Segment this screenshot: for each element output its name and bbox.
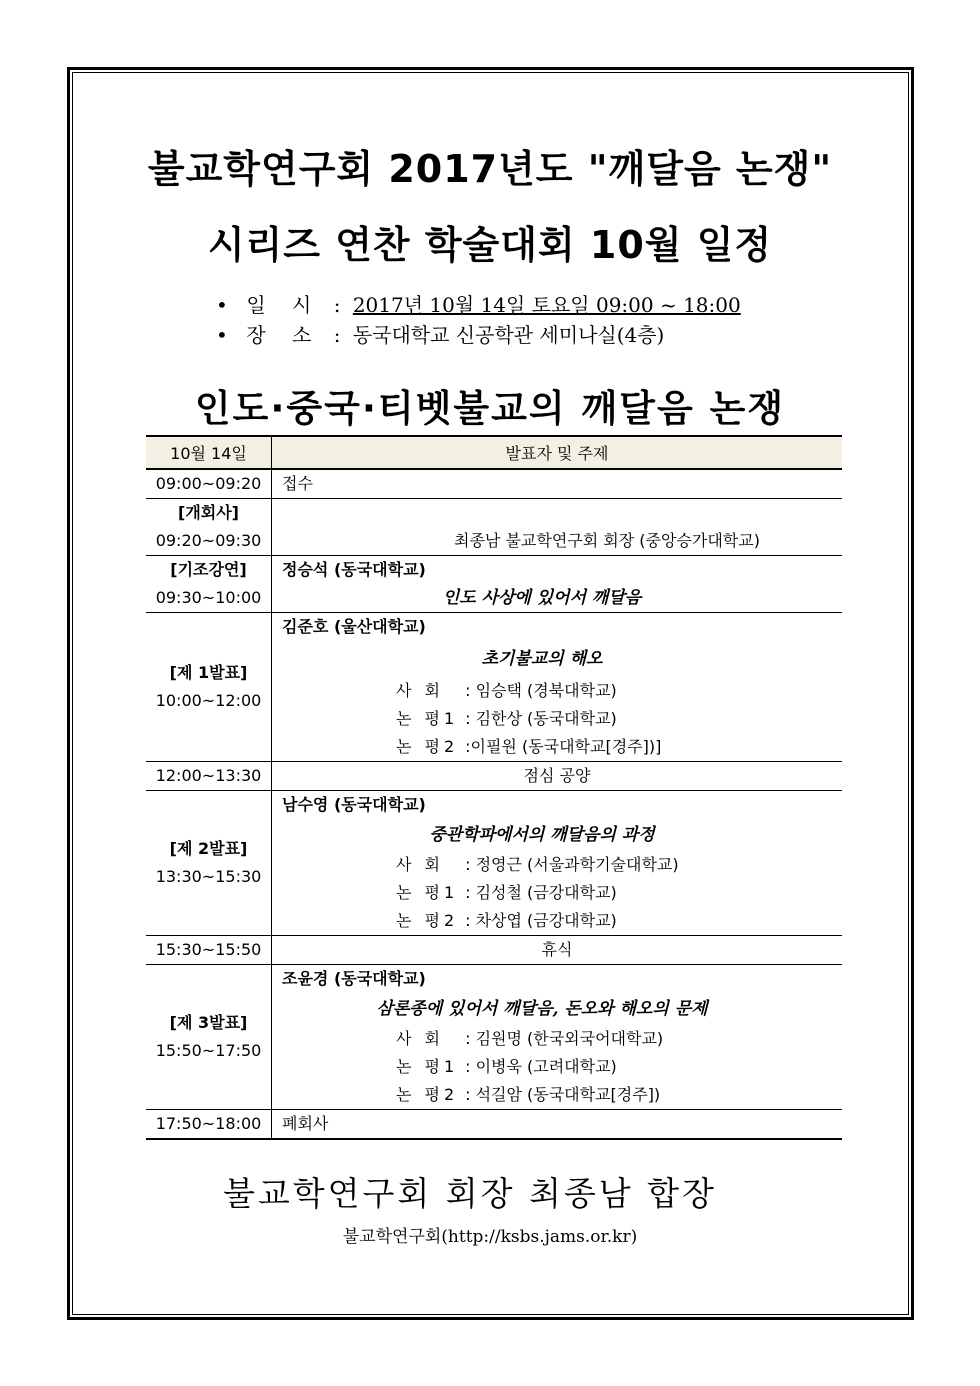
topic: 중관학파에서의 깨달음의 과정: [429, 825, 655, 845]
table-row: [146, 791, 842, 936]
row-time: 17:50~18:00: [155, 1114, 262, 1133]
info-venue-value: 동국대학교 신공학관 세미나실(4층): [352, 323, 665, 347]
session-label: [제 3발표]: [169, 1013, 248, 1032]
role-label: 사 회: [396, 1029, 444, 1048]
table-row: [146, 556, 842, 613]
info-date: [216, 289, 741, 318]
role-label: 사 회: [396, 855, 444, 874]
discussant-2: 논 평2 :이필원 (동국대학교[경주])]: [272, 733, 842, 761]
topic: 인도 사상에 있어서 깨달음: [442, 588, 642, 608]
info-separator: :: [333, 323, 341, 347]
discussant-1: 논 평1 : 김성철 (금강대학교): [272, 879, 842, 907]
title-line-2: 시리즈 연찬 학술대회 10월 일정: [207, 223, 773, 267]
row-time: 09:00~09:20: [155, 474, 262, 493]
row-time: 09:30~10:00: [155, 588, 262, 607]
row-time: 10:00~12:00: [155, 691, 262, 710]
chair: 사 회 : 정영근 (서울과학기술대학교): [272, 851, 842, 879]
table-row: [146, 1110, 842, 1140]
row-time: 12:00~13:30: [155, 766, 262, 785]
table-row: [146, 499, 842, 556]
presenter: 남수영 (동국대학교): [282, 795, 426, 814]
role-value: 이필원 (동국대학교[경주])]: [470, 737, 662, 756]
table-header-row: [146, 436, 842, 469]
info-venue: [216, 319, 664, 348]
bullet-icon: •: [216, 293, 228, 317]
presenter: 정승석 (동국대학교): [282, 560, 426, 579]
role-label: 논 평2: [396, 737, 459, 756]
info-separator: :: [333, 293, 341, 317]
role-value: 정영근 (서울과학기술대학교): [475, 855, 679, 874]
schedule-table: [146, 435, 842, 1140]
row-text: 접수: [282, 474, 313, 493]
info-date-value: 2017년 10월 14일 토요일 09:00 ~ 18:00: [352, 293, 741, 317]
presenter: 조윤경 (동국대학교): [282, 969, 426, 988]
session-label: [제 2발표]: [169, 839, 248, 858]
session-label: [제 1발표]: [169, 663, 248, 682]
row-text: 점심 공양: [523, 766, 591, 785]
table-row: [146, 762, 842, 791]
role-label: 논 평2: [396, 911, 459, 930]
row-text: 휴식: [541, 940, 573, 959]
topic: 삼론종에 있어서 깨달음, 돈오와 해오의 문제: [376, 999, 708, 1019]
role-value: 임승택 (경북대학교): [475, 681, 617, 700]
table-row: [146, 469, 842, 499]
role-label: 논 평1: [396, 709, 459, 728]
header-date: 10월 14일: [146, 436, 272, 469]
discussant-2: 논 평2 : 석길암 (동국대학교[경주]): [272, 1081, 842, 1109]
role-value: 김성철 (금강대학교): [475, 883, 617, 902]
footer-url: 불교학연구회(http://ksbs.jams.or.kr): [342, 1227, 638, 1247]
footer-signature: 불교학연구회 회장 최종남 합장: [223, 1174, 717, 1213]
table-row: [146, 965, 842, 1110]
info-venue-label: 장 소: [246, 323, 322, 347]
role-value: 김원명 (한국외국어대학교): [475, 1029, 664, 1048]
topic: 초기불교의 해오: [481, 649, 603, 669]
role-label: 논 평2: [396, 1085, 459, 1104]
row-time: 09:20~09:30: [155, 531, 262, 550]
session-label: [기조강연]: [170, 560, 247, 579]
row-time: 13:30~15:30: [155, 867, 262, 886]
role-value: 이병욱 (고려대학교): [475, 1057, 617, 1076]
header-topic: 발표자 및 주제: [272, 436, 843, 469]
role-value: 차상엽 (금강대학교): [475, 911, 617, 930]
table-row: [146, 613, 842, 762]
discussant-2: 논 평2 : 차상엽 (금강대학교): [272, 907, 842, 935]
info-date-label: 일 시: [246, 293, 322, 317]
role-label: 논 평1: [396, 883, 459, 902]
row-text: 폐회사: [282, 1114, 329, 1133]
role-value: 석길암 (동국대학교[경주]): [475, 1085, 661, 1104]
chair: 사 회 : 임승택 (경북대학교): [272, 677, 842, 705]
title-line-1: 불교학연구회 2017년도 "깨달음 논쟁": [147, 147, 833, 191]
table-row: [146, 936, 842, 965]
row-time: 15:50~17:50: [155, 1041, 262, 1060]
chair: 사 회 : 김원명 (한국외국어대학교): [272, 1025, 842, 1053]
role-value: 김한상 (동국대학교): [475, 709, 617, 728]
role-label: 사 회: [396, 681, 444, 700]
bullet-icon: •: [216, 323, 228, 347]
role-label: 논 평1: [396, 1057, 459, 1076]
presenter: 김준호 (울산대학교): [282, 617, 426, 636]
session-label: [개회사]: [178, 503, 239, 522]
row-time: 15:30~15:50: [155, 940, 262, 959]
opening-speaker: 최종남 불교학연구회 회장 (중앙승가대학교): [454, 531, 760, 550]
discussant-1: 논 평1 : 이병욱 (고려대학교): [272, 1053, 842, 1081]
subtitle: 인도·중국·티벳불교의 깨달음 논쟁: [194, 387, 786, 430]
discussant-1: 논 평1 : 김한상 (동국대학교): [272, 705, 842, 733]
